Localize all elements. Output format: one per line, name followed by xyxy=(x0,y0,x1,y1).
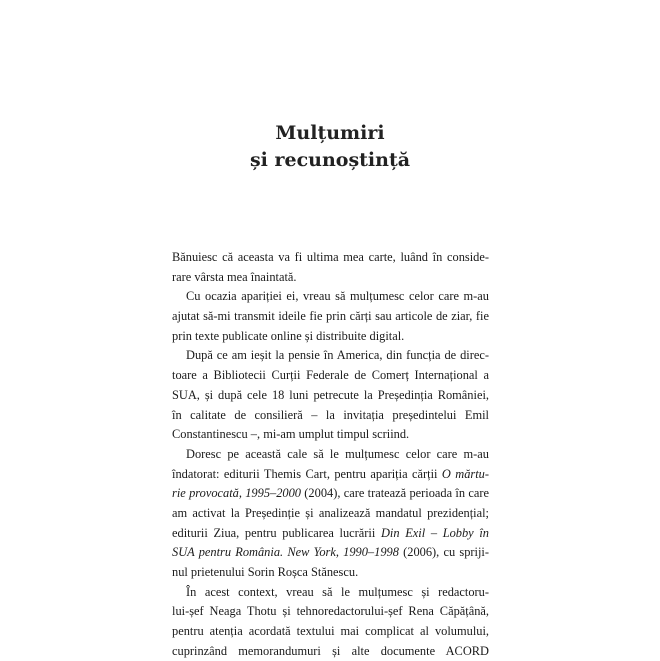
paragraph-5-line-3: pentru atenția acordată textului mai complicat al volumului, xyxy=(172,624,489,639)
paragraph-4-line-7: nul prietenului Sorin Roșca Stănescu. xyxy=(172,565,359,579)
paragraph-4-line-5 xyxy=(172,524,489,544)
paragraph-2-line-2: ajutat să-mi transmit ideile fie prin cărți sau articole de ziar, fie xyxy=(172,309,489,324)
paragraph-4-line-5-text: editurii Ziua, pentru publicarea lucrării xyxy=(172,525,376,540)
book-title-fragment-1: O mărtu- xyxy=(441,466,489,481)
paragraph-4-line-6-rest: (2006), cu spriji- xyxy=(398,545,489,560)
paragraph-1-line-1: Bănuiesc că aceasta va fi ultima mea carte, luând în conside- xyxy=(172,250,489,264)
paragraph-4-line-3-rest: (2004), care tratează perioada în care xyxy=(301,486,489,501)
paragraph-2-line-1: Cu ocazia apariției ei, vreau să mulțumesc celor care m-au xyxy=(186,289,489,304)
paragraph-4-line-2-text: îndatorat: editurii Themis Cart, pentru apariția cărții xyxy=(172,466,438,481)
paragraph-3-line-3: SUA, și după cele 18 luni petrecute la Președinția României, xyxy=(172,387,489,402)
paragraph-3-line-1: După ce am ieșit la pensie în America, din funcția de direc- xyxy=(186,348,489,363)
paragraph-1-line-2: rare vârsta mea înaintată. xyxy=(172,269,297,284)
book-title-fragment-4: SUA pentru România. New York, 1990–1998 xyxy=(172,545,399,560)
paragraph-4-line-4: am activat la Președinție și analizează mandatul prezidențial; xyxy=(172,505,489,520)
body-text xyxy=(172,248,489,661)
paragraph-4-line-3 xyxy=(172,484,489,504)
paragraph-5-line-1: În acest context, vreau să le mulțumesc și redactoru- xyxy=(186,584,489,599)
paragraph-3-line-5: Constantinescu –, mi-am umplut timpul scriind. xyxy=(172,427,410,442)
paragraph-2-line-3: prin texte publicate online și distribuite digital. xyxy=(172,328,405,343)
paragraph-3-line-4: în calitate de consilieră – la invitația președintelui Emil xyxy=(172,407,489,422)
paragraph-4-line-2 xyxy=(172,465,489,485)
book-title-fragment-3: Din Exil – Lobby în xyxy=(380,525,489,540)
paragraph-4-line-1: Doresc pe această cale să le mulțumesc celor care m-au xyxy=(186,446,489,461)
paragraph-5-line-4: cuprinzând memorandumuri și alte documente ACORD xyxy=(172,643,489,658)
paragraph-5-line-2: lui-șef Neaga Thotu și tehnoredactorului-șef Rena Căpățână, xyxy=(172,604,489,619)
page-title-line-1: Mulțumiri xyxy=(275,122,385,144)
book-title-fragment-2: rie provocată, 1995–2000 xyxy=(172,486,301,501)
page-title-line-2: și recunoștință xyxy=(249,149,411,171)
paragraph-3-line-2: toare a Bibliotecii Curții Federale de Comerț Internațional a xyxy=(172,368,489,383)
paragraph-4-line-6 xyxy=(172,543,489,563)
